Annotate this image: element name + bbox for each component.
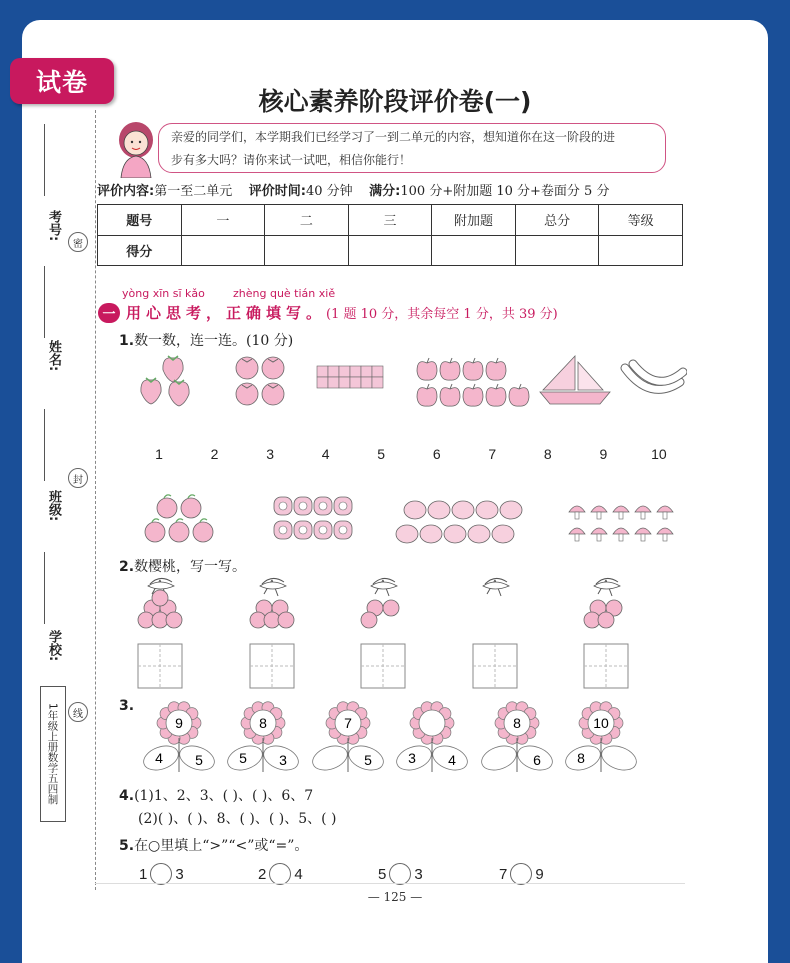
score-header-cell: 附加题 [432, 205, 516, 236]
content-label: 评价内容: [97, 184, 155, 199]
answer-box[interactable] [361, 644, 405, 688]
intro-line-2: 步有多大吗？请你来试一试吧，相信你能行！ [171, 153, 412, 167]
pinyin-1: yòng xīn sī kǎo [122, 287, 205, 300]
cherry [152, 590, 168, 606]
class-label: 班级: [46, 490, 61, 522]
score-header-cell: 二 [265, 205, 349, 236]
intro-bubble [158, 123, 666, 173]
class-underline [44, 405, 45, 481]
q1-number-dot[interactable]: 8 [543, 446, 552, 462]
persimmon-group [396, 501, 522, 543]
answer-box[interactable] [473, 644, 517, 688]
q4-number: 4. [119, 788, 135, 804]
q1-number-dot[interactable]: 5 [377, 446, 386, 462]
q5-text: 在○里填上“>”“<”或“=”。 [134, 838, 309, 854]
score-label: 满分: [369, 184, 401, 199]
intro-line-1: 亲爱的同学们，本学期我们已经学习了一到二单元的内容，想知道你在这一阶段的进 [171, 130, 616, 144]
score-header-cell: 题号 [98, 205, 182, 236]
score-header-cell: 等级 [599, 205, 683, 236]
exam-tag: 试卷 [10, 58, 114, 104]
q4-line-1[interactable]: (1)1、2、3、( )、( )、6、7 [134, 788, 314, 804]
seal-mi: 密 [68, 232, 88, 252]
footer-divider [95, 883, 685, 884]
flower-leaf-left[interactable] [309, 742, 350, 775]
number-flower [478, 702, 555, 775]
seal-xian: 线 [68, 702, 88, 722]
section-number: 一 [98, 303, 120, 323]
question-3 [119, 698, 134, 714]
strawberry-group [141, 356, 189, 406]
exam-number-field[interactable] [44, 210, 63, 241]
name-label: 姓名: [46, 340, 61, 372]
name-field[interactable] [44, 340, 63, 371]
cherry [166, 612, 182, 628]
score-table-header-row [98, 205, 683, 236]
score-table [97, 204, 683, 266]
cherry-bunch [584, 578, 622, 628]
cherry [598, 612, 614, 628]
school-underline [44, 548, 45, 624]
time-label: 评价时间: [248, 184, 306, 199]
flower-right-number: 5 [364, 752, 372, 768]
question-5 [119, 835, 308, 855]
teacher-illustration [111, 118, 161, 178]
compare-left: 1 [139, 865, 148, 883]
compare-left: 7 [499, 865, 508, 883]
cherry [278, 612, 294, 628]
school-label: 学校: [46, 630, 61, 662]
binding-dashed-line [95, 110, 96, 890]
banana-bunch [625, 364, 683, 389]
score-cell[interactable] [181, 235, 265, 266]
question-1 [119, 330, 293, 350]
tomato-group [236, 357, 284, 405]
answer-box[interactable] [250, 644, 294, 688]
section-1-header [98, 302, 558, 323]
flower-right-number: 4 [448, 752, 456, 768]
cherry-bunch [483, 578, 509, 596]
q1-top-pictures [135, 352, 687, 412]
score-cell[interactable] [599, 235, 683, 266]
number-flower [393, 702, 470, 775]
flower-top-number: 7 [344, 715, 352, 731]
score-cell[interactable] [348, 235, 432, 266]
seal-feng: 封 [68, 468, 88, 488]
time-value: 40 分钟 [305, 184, 353, 199]
score-header-cell: 一 [181, 205, 265, 236]
page-number: — 125 — [367, 890, 423, 904]
compare-circle[interactable] [510, 863, 532, 885]
cherry [383, 600, 399, 616]
flower-leaf-right[interactable] [598, 742, 639, 775]
class-field[interactable] [44, 490, 63, 521]
compare-item [378, 863, 423, 885]
number-flower [309, 702, 386, 775]
flower-left-number: 3 [408, 750, 416, 766]
cube-group [317, 366, 383, 388]
compare-circle[interactable] [150, 863, 172, 885]
compare-right: 3 [414, 865, 423, 883]
school-field[interactable] [44, 630, 63, 661]
q1-number-dot[interactable]: 9 [599, 446, 608, 462]
compare-circle[interactable] [389, 863, 411, 885]
score-table-score-row [98, 235, 683, 266]
q1-number-dot[interactable]: 10 [651, 446, 667, 462]
exam-number-underline [44, 120, 45, 196]
mushroom-group [569, 506, 673, 541]
compare-circle[interactable] [269, 863, 291, 885]
cherry-bunch [250, 578, 294, 628]
mangosteen-group [274, 497, 352, 539]
number-flower [224, 702, 301, 775]
q5-number: 5. [119, 838, 135, 854]
flower-right-number: 3 [279, 752, 287, 768]
answer-box[interactable] [138, 644, 182, 688]
page-title: 核心素养阶段评价卷(一) [258, 87, 532, 116]
compare-item [139, 863, 184, 885]
score-row-label: 得分 [98, 235, 182, 266]
compare-left: 2 [258, 865, 267, 883]
section-note: (1 题 10 分，其余每空 1 分，共 39 分) [326, 307, 558, 322]
compare-item [258, 863, 303, 885]
flower-leaf-left[interactable] [478, 742, 519, 775]
q2-cherries [125, 574, 685, 694]
q1-number: 1. [119, 333, 135, 349]
flower-center[interactable] [419, 710, 445, 736]
q1-number-dot[interactable]: 2 [210, 446, 219, 462]
flower-left-number: 5 [239, 750, 247, 766]
question-2 [119, 556, 246, 576]
peach-group [145, 495, 213, 542]
q3-flowers [138, 696, 698, 776]
sailboat [540, 356, 610, 404]
q1-number-dot[interactable]: 4 [321, 446, 330, 462]
cherry [584, 612, 600, 628]
flower-right-number: 5 [195, 752, 203, 768]
number-flower [140, 702, 217, 775]
flower-right-number: 6 [533, 752, 541, 768]
answer-box[interactable] [584, 644, 628, 688]
section-title: 用心思考，正确填写。 [126, 304, 327, 322]
flower-top-number: 8 [513, 715, 521, 731]
compare-right: 3 [175, 865, 184, 883]
q1-number-dot[interactable]: 3 [266, 446, 274, 462]
q1-number-dot[interactable]: 1 [155, 446, 163, 462]
exam-info [97, 180, 609, 199]
compare-left: 5 [378, 865, 387, 883]
q1-bottom-pictures [135, 490, 687, 550]
score-cell[interactable] [515, 235, 599, 266]
q1-number-row [139, 446, 679, 462]
score-cell[interactable] [432, 235, 516, 266]
score-header-cell: 三 [348, 205, 432, 236]
compare-right: 4 [294, 865, 303, 883]
score-value: 100 分+附加题 10 分+卷面分 5 分 [400, 184, 610, 199]
volume-label: 1年级上册数学五四制 [40, 686, 66, 822]
flower-left-number: 4 [155, 750, 163, 766]
score-cell[interactable] [265, 235, 349, 266]
score-header-cell: 总分 [515, 205, 599, 236]
content-value: 第一至二单元 [154, 184, 233, 199]
q3-number: 3. [119, 698, 135, 714]
cherry [361, 612, 377, 628]
compare-item [499, 863, 544, 885]
q2-number: 2. [119, 559, 135, 575]
q2-text: 数樱桃，写一写。 [134, 559, 247, 575]
number-flower [562, 702, 639, 775]
compare-right: 9 [535, 865, 544, 883]
question-4 [119, 785, 313, 805]
q1-number-dot[interactable]: 7 [488, 446, 497, 462]
flower-top-number: 10 [593, 715, 609, 731]
cherry-bunch [361, 578, 399, 628]
pinyin-2: zhèng què tián xiě [233, 287, 336, 300]
name-underline [44, 262, 45, 338]
q1-text: 数一数，连一连。(10 分) [134, 333, 294, 349]
exam-number-label: 考号: [46, 210, 61, 242]
q4-line-2[interactable]: (2)( )、( )、8、( )、( )、5、( ) [138, 811, 337, 827]
flower-top-number: 9 [175, 715, 183, 731]
cherry-bunch [138, 578, 182, 628]
apple-group [417, 358, 529, 406]
flower-left-number: 8 [577, 750, 585, 766]
q1-number-dot[interactable]: 6 [432, 446, 441, 462]
flower-top-number: 8 [259, 715, 267, 731]
